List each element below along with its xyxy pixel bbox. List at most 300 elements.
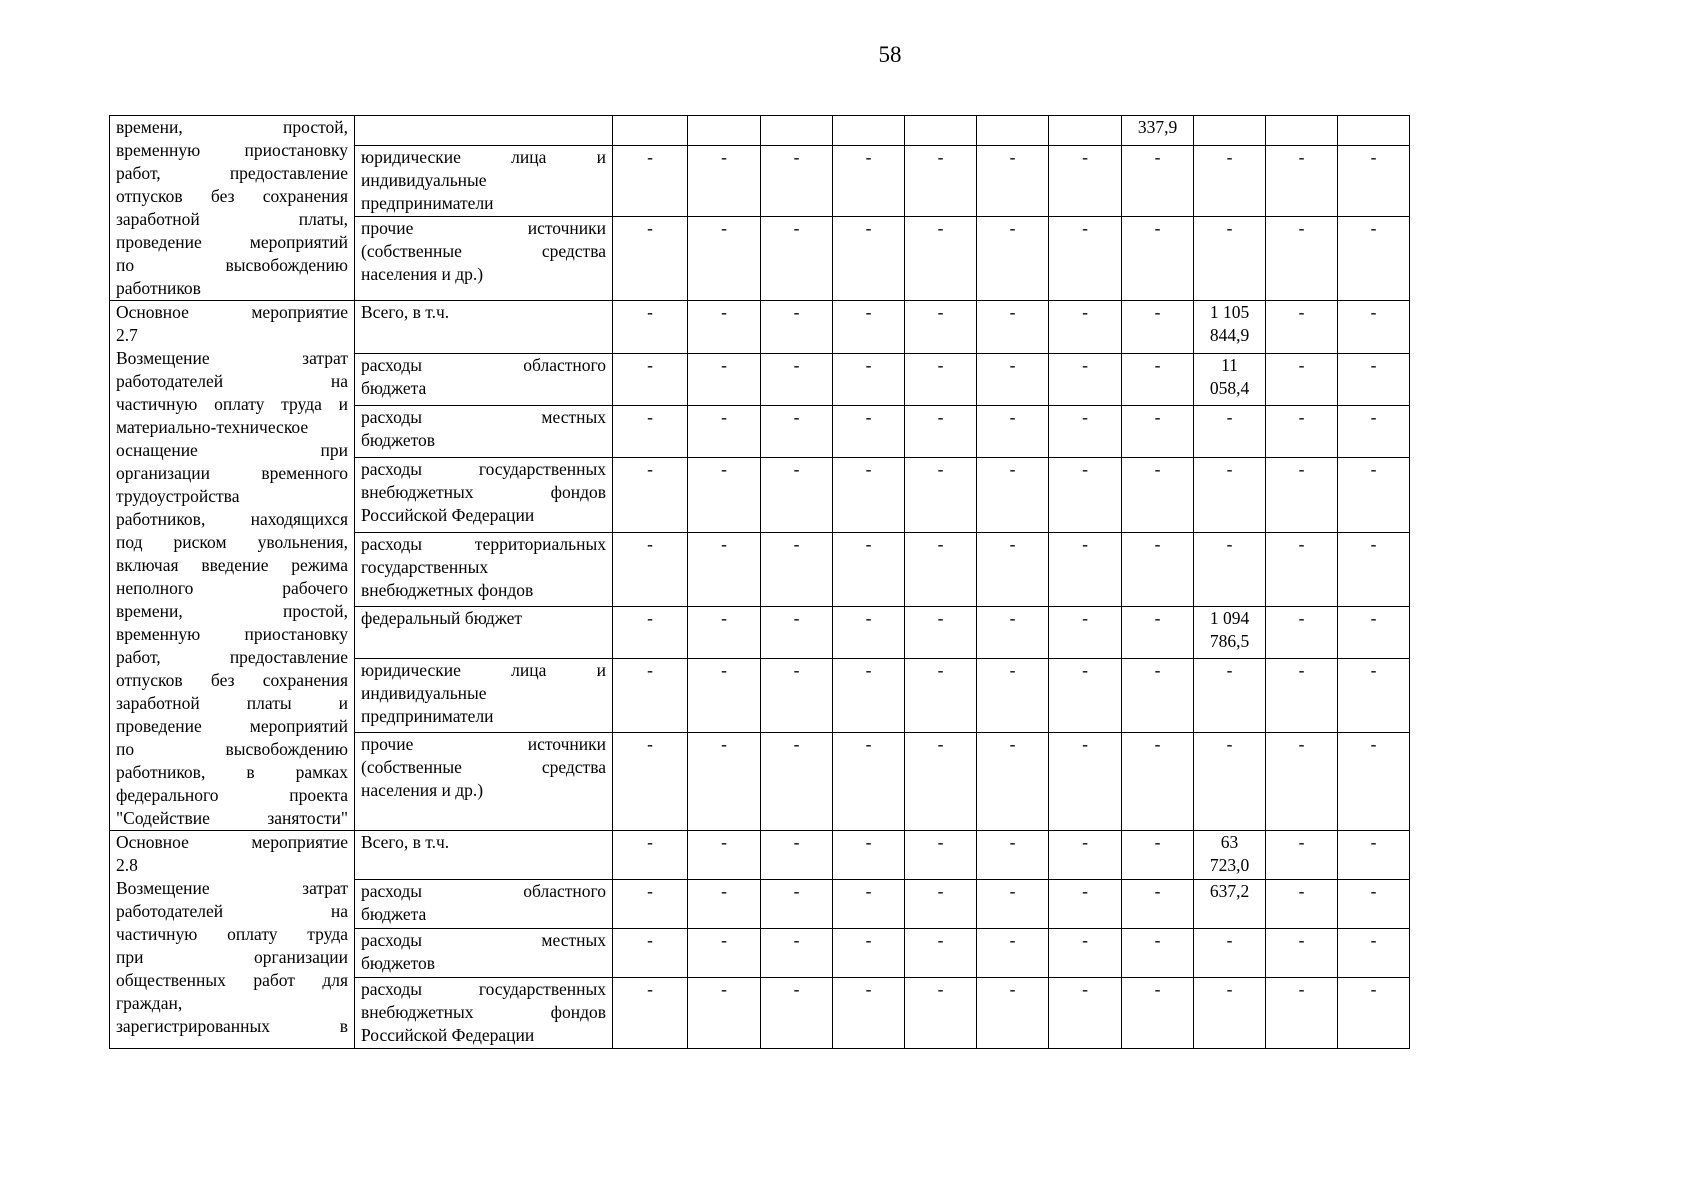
value-text: - [1009, 355, 1016, 376]
value-text: - [865, 217, 872, 238]
description-line: граждан, [116, 993, 183, 1013]
value-text: - [793, 459, 800, 480]
value-text: - [1154, 979, 1161, 999]
description-line: включая введение режима [116, 555, 348, 575]
description-line: Основное мероприятие [116, 302, 348, 322]
value-cell [1194, 406, 1266, 458]
value-cell [613, 880, 688, 929]
value-text: - [1370, 659, 1377, 680]
description-line: материально-техническое [116, 417, 309, 437]
description-line: заработной платы, [116, 209, 348, 229]
value-cell [1266, 733, 1338, 831]
value-cell [1338, 458, 1410, 532]
value-text: - [1154, 734, 1161, 755]
source-line: прочие источники [361, 734, 606, 755]
value-cell [613, 929, 688, 978]
description-line: работников, находящихся [116, 509, 348, 529]
value-text: - [1009, 607, 1016, 628]
value-text: - [793, 930, 800, 950]
value-cell [761, 216, 833, 300]
value-cell [1049, 831, 1122, 880]
value-text: - [721, 459, 727, 480]
value-text: - [865, 881, 872, 901]
source-line: юридические лица и [361, 147, 606, 168]
value-text: 637,2 [1209, 881, 1250, 901]
source-line: расходы местных [361, 930, 606, 950]
source-line: бюджетов [361, 430, 436, 451]
value-text: - [1298, 832, 1305, 852]
value-cell [1049, 532, 1122, 606]
value-text: - [1082, 459, 1088, 480]
value-cell [1049, 406, 1122, 458]
value-cell [905, 116, 977, 146]
source-line: бюджетов [361, 953, 436, 973]
value-text: - [937, 533, 944, 554]
value-cell [833, 301, 905, 354]
value-text: - [937, 607, 944, 628]
value-text: - [1370, 881, 1377, 901]
value-cell [833, 978, 905, 1049]
source-line: бюджета [361, 378, 427, 399]
value-cell [761, 116, 833, 146]
value-text: - [1226, 147, 1233, 168]
value-cell [1338, 354, 1410, 406]
value-cell [1194, 880, 1266, 929]
value-text: - [1226, 930, 1233, 950]
source-line: населения и др.) [361, 780, 484, 801]
value-cell [613, 458, 688, 532]
value-cell [1266, 880, 1338, 929]
description-line: 2.8 [116, 855, 138, 875]
value-cell [1049, 658, 1122, 732]
value-cell [1049, 458, 1122, 532]
value-text: - [721, 734, 727, 755]
value-text: - [793, 881, 800, 901]
value-cell [833, 606, 905, 658]
value-cell [977, 458, 1049, 532]
value-cell [905, 216, 977, 300]
value-text: - [1226, 407, 1233, 428]
value-cell [1194, 146, 1266, 216]
value-text: - [1298, 607, 1305, 628]
table-row [110, 301, 1410, 354]
value-text: - [937, 930, 944, 950]
activity-description [110, 831, 355, 1049]
value-text: - [647, 533, 653, 554]
value-cell [905, 658, 977, 732]
value-text: - [721, 881, 727, 901]
value-cell [833, 458, 905, 532]
value-cell [905, 606, 977, 658]
value-text: - [937, 355, 944, 376]
value-cell [761, 831, 833, 880]
value-cell [1338, 216, 1410, 300]
value-cell [1266, 831, 1338, 880]
value-cell [977, 658, 1049, 732]
source-line: Российской Федерации [361, 505, 535, 526]
value-cell [1338, 978, 1410, 1049]
value-text: - [1298, 355, 1305, 376]
value-cell [613, 216, 688, 300]
value-text: 63 723,0 [1209, 832, 1250, 875]
value-text: - [1082, 302, 1088, 322]
description-line: организации временного [116, 463, 348, 483]
value-cell [1338, 733, 1410, 831]
value-text: - [721, 355, 727, 376]
source-line: государственных [361, 556, 489, 577]
value-cell [977, 880, 1049, 929]
value-cell [1266, 458, 1338, 532]
value-text: - [1082, 832, 1088, 852]
value-cell [1122, 406, 1194, 458]
value-text: - [1370, 734, 1377, 755]
value-text: - [1226, 979, 1233, 999]
value-text: - [647, 832, 653, 852]
source-line: предприниматели [361, 705, 494, 726]
source-line: индивидуальные [361, 682, 487, 703]
value-cell [977, 606, 1049, 658]
value-cell [1194, 658, 1266, 732]
funding-source [355, 532, 613, 606]
value-cell [613, 831, 688, 880]
value-cell [761, 301, 833, 354]
source-line: внебюджетных фондов [361, 482, 606, 503]
value-cell [1122, 606, 1194, 658]
value-text: - [1154, 533, 1161, 554]
value-cell [977, 116, 1049, 146]
value-cell [761, 458, 833, 532]
value-cell [761, 733, 833, 831]
value-text: 11 058,4 [1209, 355, 1250, 399]
value-cell [613, 606, 688, 658]
value-cell [905, 301, 977, 354]
value-text: - [1298, 533, 1305, 554]
source-line: предприниматели [361, 193, 494, 214]
value-text: - [721, 407, 727, 428]
value-text: - [865, 930, 872, 950]
value-text: - [1009, 302, 1016, 322]
value-text: - [793, 979, 800, 999]
value-cell [1122, 658, 1194, 732]
funding-source [355, 458, 613, 532]
value-text: - [647, 217, 653, 238]
value-text: - [647, 607, 653, 628]
value-text: - [647, 302, 653, 322]
value-cell [1194, 216, 1266, 300]
description-line: "Содействие занятости" [116, 808, 348, 828]
value-text: - [1370, 607, 1377, 628]
value-text: - [865, 302, 872, 322]
value-cell [833, 929, 905, 978]
value-text: - [937, 659, 944, 680]
value-cell [1338, 116, 1410, 146]
source-line: Всего, в т.ч. [361, 302, 450, 322]
funding-source [355, 406, 613, 458]
value-cell [688, 658, 761, 732]
value-cell [761, 354, 833, 406]
value-cell [1338, 606, 1410, 658]
value-text: - [1370, 979, 1377, 999]
value-text: - [865, 832, 872, 852]
value-cell [1122, 301, 1194, 354]
value-cell [1122, 978, 1194, 1049]
funding-source [355, 880, 613, 929]
value-text: - [1082, 217, 1088, 238]
activity-description [110, 301, 355, 831]
value-cell [688, 978, 761, 1049]
page-number: 58 [878, 42, 902, 67]
source-line: расходы областного [361, 881, 606, 901]
value-cell [977, 406, 1049, 458]
value-text: - [1082, 979, 1088, 999]
source-line: юридические лица и [361, 659, 606, 680]
description-line: отпусков без сохранения [116, 670, 348, 690]
description-line: отпусков без сохранения [116, 186, 348, 206]
value-text: - [1154, 832, 1161, 852]
value-text: - [721, 533, 727, 554]
value-text: - [793, 832, 800, 852]
value-text: - [1009, 881, 1016, 901]
value-cell [688, 458, 761, 532]
value-text: - [793, 407, 800, 428]
value-text: - [1370, 533, 1377, 554]
value-cell [1266, 658, 1338, 732]
value-cell [905, 146, 977, 216]
value-text: - [1298, 930, 1305, 950]
value-cell [1194, 301, 1266, 354]
value-text: - [1370, 407, 1377, 428]
value-text: - [1298, 734, 1305, 755]
value-cell [905, 831, 977, 880]
funding-source [355, 116, 613, 146]
value-cell [905, 458, 977, 532]
value-cell [613, 658, 688, 732]
value-cell [977, 146, 1049, 216]
value-cell [688, 929, 761, 978]
value-text: - [1370, 459, 1377, 480]
value-cell [1194, 978, 1266, 1049]
value-cell [1266, 301, 1338, 354]
value-text: - [865, 734, 872, 755]
value-text: - [1370, 302, 1377, 322]
value-text: - [1154, 459, 1161, 480]
value-text: - [1298, 459, 1305, 480]
value-cell [613, 532, 688, 606]
value-text: - [937, 881, 944, 901]
value-cell [1194, 733, 1266, 831]
value-text: - [647, 355, 653, 376]
value-cell [761, 606, 833, 658]
funding-source [355, 216, 613, 300]
value-text: - [721, 832, 727, 852]
source-line: населения и др.) [361, 263, 484, 284]
value-text: - [1154, 607, 1161, 628]
description-line: общественных работ для [116, 970, 348, 990]
description-line: частичную оплату труда [116, 924, 348, 944]
description-line: 2.7 [116, 325, 138, 345]
value-cell [1049, 929, 1122, 978]
value-text: - [1154, 302, 1161, 322]
value-cell [1266, 216, 1338, 300]
value-cell [761, 146, 833, 216]
description-line: частичную оплату труда и [116, 394, 348, 414]
value-cell [688, 116, 761, 146]
funding-source [355, 929, 613, 978]
value-text: 1 105 844,9 [1209, 302, 1250, 345]
description-line: Основное мероприятие [116, 832, 348, 852]
value-text: - [1082, 407, 1088, 428]
description-line: заработной платы и [116, 693, 348, 713]
value-cell [977, 733, 1049, 831]
value-cell [1194, 929, 1266, 978]
value-cell [905, 880, 977, 929]
value-cell [1194, 116, 1266, 146]
value-text: - [1226, 459, 1233, 480]
value-text: - [793, 659, 800, 680]
description-line: временную приостановку [116, 140, 348, 160]
value-text: - [647, 147, 653, 168]
value-cell [905, 406, 977, 458]
description-line: работников, в рамках [116, 762, 348, 782]
value-cell [1049, 116, 1122, 146]
value-text: - [865, 355, 872, 376]
value-cell [1266, 606, 1338, 658]
source-line: индивидуальные [361, 170, 487, 191]
value-text: - [865, 533, 872, 554]
value-text: - [647, 881, 653, 901]
value-cell [761, 929, 833, 978]
value-cell [1338, 406, 1410, 458]
table-row [110, 831, 1410, 880]
value-cell [1122, 880, 1194, 929]
value-text: - [647, 407, 653, 428]
value-text: - [1009, 147, 1016, 168]
description-line: проведение мероприятий [116, 232, 348, 252]
value-text: - [1082, 607, 1088, 628]
value-text: - [1009, 659, 1016, 680]
description-line: Возмещение затрат [116, 878, 348, 898]
value-cell [833, 354, 905, 406]
value-cell [1122, 354, 1194, 406]
value-cell [833, 880, 905, 929]
value-text: - [1009, 979, 1016, 999]
value-text: - [793, 217, 800, 238]
value-text: - [865, 659, 872, 680]
value-text: - [793, 533, 800, 554]
value-text: 1 094 786,5 [1209, 607, 1250, 651]
value-cell [833, 831, 905, 880]
value-cell [905, 354, 977, 406]
value-text: - [1370, 217, 1377, 238]
value-text: - [793, 147, 800, 168]
value-text: - [1082, 147, 1088, 168]
value-text: - [937, 979, 944, 999]
description-line: работ, предоставление [116, 163, 348, 183]
value-text: - [1226, 659, 1233, 680]
description-line: работников [116, 278, 201, 298]
value-text: - [1009, 832, 1016, 852]
description-line: временную приостановку [116, 624, 348, 644]
value-text: - [1154, 407, 1161, 428]
value-cell [977, 354, 1049, 406]
value-cell [833, 116, 905, 146]
value-text: - [1370, 355, 1377, 376]
value-cell [833, 733, 905, 831]
value-cell [977, 978, 1049, 1049]
value-cell [977, 831, 1049, 880]
value-text: - [1009, 734, 1016, 755]
value-cell [1266, 354, 1338, 406]
source-line: прочие источники [361, 217, 606, 238]
value-text: - [721, 217, 727, 238]
value-cell [1338, 880, 1410, 929]
description-line: проведение мероприятий [116, 716, 348, 736]
description-line: по высвобождению [116, 739, 348, 759]
funding-source [355, 146, 613, 216]
value-text: - [721, 607, 727, 628]
value-text: - [1082, 930, 1088, 950]
value-text: - [1154, 659, 1161, 680]
value-text: - [1298, 407, 1305, 428]
value-cell [833, 406, 905, 458]
value-cell [613, 733, 688, 831]
description-line: времени, простой, [116, 117, 348, 137]
value-text: - [1082, 659, 1088, 680]
value-text: - [1009, 930, 1016, 950]
value-cell [977, 216, 1049, 300]
source-line: расходы территориальных [361, 533, 606, 554]
value-cell [613, 354, 688, 406]
value-cell [688, 606, 761, 658]
value-text: - [865, 607, 872, 628]
value-cell [905, 929, 977, 978]
value-text: - [1082, 734, 1088, 755]
value-cell [613, 146, 688, 216]
value-cell [1194, 354, 1266, 406]
value-cell [688, 733, 761, 831]
value-cell [833, 146, 905, 216]
funding-source [355, 301, 613, 354]
value-text: - [721, 930, 727, 950]
value-text: - [1082, 355, 1088, 376]
value-text: - [937, 832, 944, 852]
description-line: работодателей на [116, 901, 348, 921]
description-line: Возмещение затрат [116, 348, 348, 368]
value-cell [613, 978, 688, 1049]
source-line: внебюджетных фондов [361, 1002, 606, 1022]
value-text: - [1298, 302, 1305, 322]
description-line: трудоустройства [116, 486, 240, 506]
source-line: бюджета [361, 904, 427, 924]
value-text: - [793, 355, 800, 376]
value-cell [1122, 733, 1194, 831]
source-line: расходы местных [361, 407, 606, 428]
value-cell [1338, 146, 1410, 216]
description-line: зарегистрированных в [116, 1016, 348, 1036]
description-line: работодателей на [116, 371, 348, 391]
value-cell [1122, 216, 1194, 300]
value-text: - [937, 302, 944, 322]
value-cell [905, 532, 977, 606]
value-text: - [937, 217, 944, 238]
value-text: - [647, 659, 653, 680]
value-cell [688, 831, 761, 880]
value-text: - [793, 607, 800, 628]
value-cell [613, 406, 688, 458]
value-text: - [865, 147, 872, 168]
value-cell [761, 978, 833, 1049]
value-text: - [721, 302, 727, 322]
